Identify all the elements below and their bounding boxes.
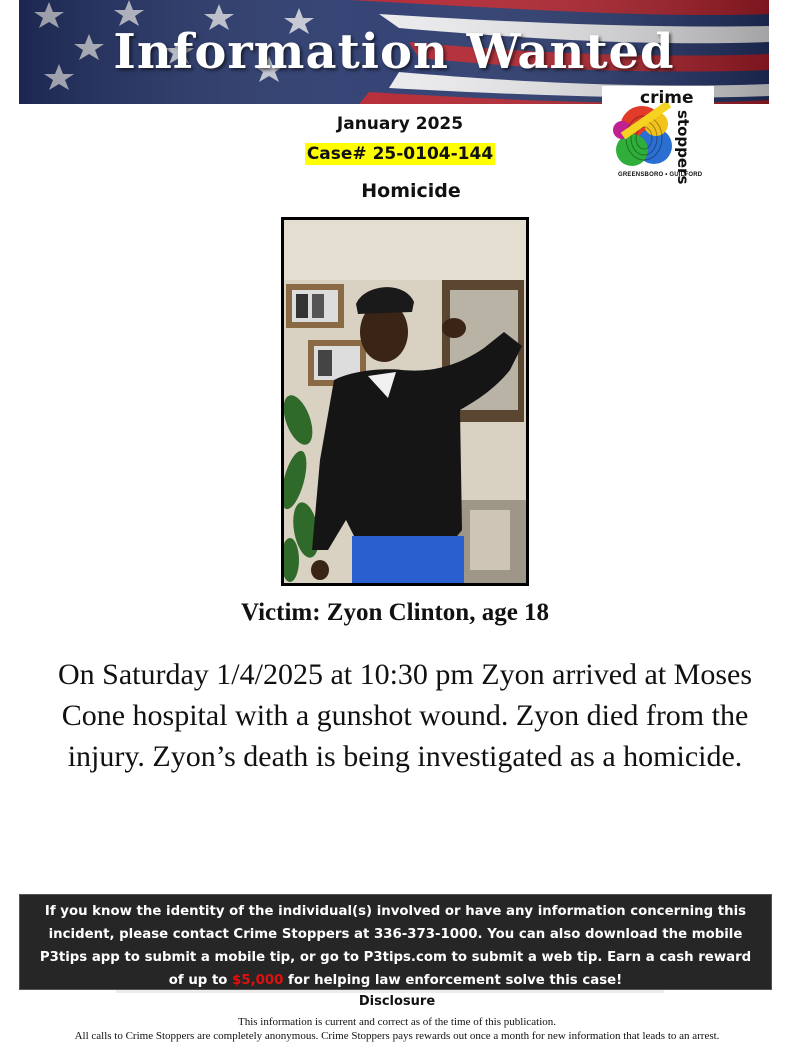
crime-type: Homicide (361, 180, 461, 202)
disclosure-line-2: All calls to Crime Stoppers are completely anonymous. Crime Stoppers pays rewards out once a month for new information that leads to an arrest. (74, 1030, 720, 1042)
victim-caption: Victim: Zyon Clinton, age 18 (240, 599, 550, 626)
report-month: January 2025 (336, 114, 464, 134)
contact-panel (19, 894, 772, 990)
contact-text: If you know the identity of the individual(s) involved or have any information concerning this incident, please contact Crime Stoppers at 336-373-1000. You can also download the mobile P3tips app to submit a mobile tip, or go to P3tips.com to submit a web tip. Earn a cash reward of up to (39, 904, 752, 988)
banner-title: Information Wanted (113, 24, 675, 80)
case-number-row (0, 143, 796, 165)
disclosure-line-1: This information is current and correct as of the time of this publication. (238, 1016, 556, 1028)
contact-text-end: for helping law enforcement solve this case! (288, 973, 623, 988)
crime-stoppers-logo (602, 86, 714, 184)
incident-description: On Saturday 1/4/2025 at 10:30 pm Zyon arrived at Moses Cone hospital with a gunshot wound. Zyon died from the injury. Zyon’s death is being investigated as a homicide. (57, 658, 753, 773)
victim-photo (281, 217, 529, 586)
victim-photo-image (284, 220, 526, 583)
case-number: Case# 25-0104-144 (306, 144, 494, 164)
reward-amount: $5,000 (232, 973, 284, 988)
divider (116, 990, 664, 993)
logo-word-crime: crime (640, 88, 694, 108)
logo-word-stoppers: stoppers (674, 110, 692, 185)
logo-region: GREENSBORO • GUILFORD (618, 172, 703, 178)
disclosure-heading: Disclosure (358, 994, 436, 1009)
